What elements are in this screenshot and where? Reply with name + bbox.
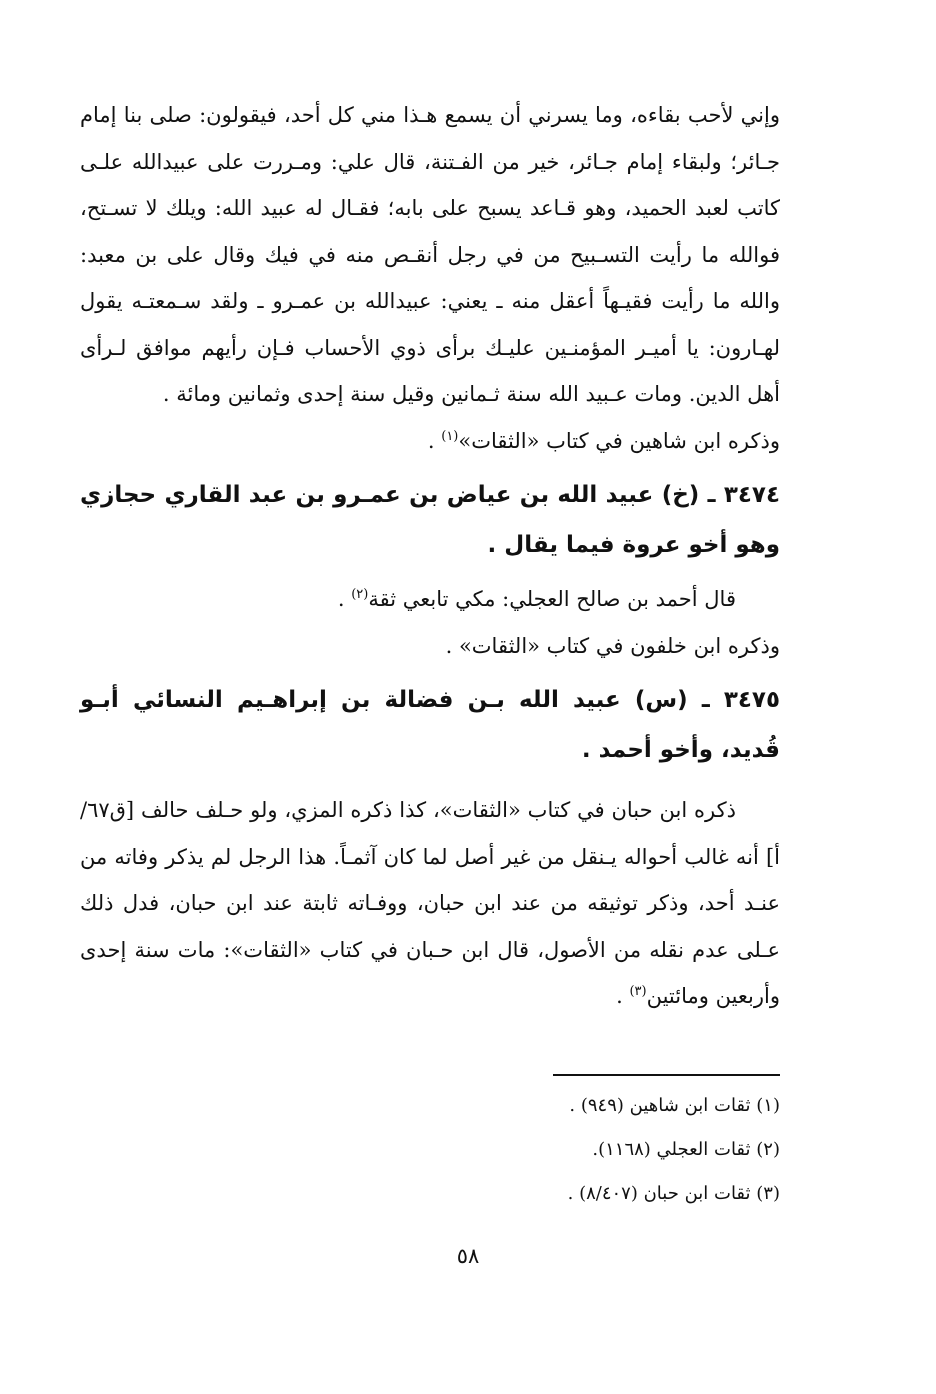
footnotes — [80, 1084, 780, 1216]
paragraph-4: وذكره ابن خلفون في كتاب «الثقات» . — [445, 633, 780, 658]
paragraph-3 — [80, 576, 780, 623]
page-number: ٥٨ — [456, 1244, 480, 1268]
footnote-1: (١) ثقات ابن شاهين (٩٤٩) . — [569, 1095, 780, 1116]
footnote-ref-2[interactable]: (٢) — [351, 587, 369, 602]
footnote-separator — [553, 1074, 780, 1076]
footnote-3: (٣) ثقات ابن حبان (٨/٤٠٧) . — [567, 1183, 780, 1204]
paragraph-2-end: . — [427, 428, 442, 453]
paragraph-3-text: قال أحمد بن صالح العجلي: مكي تابعي ثقة — [368, 587, 736, 611]
paragraph-5 — [80, 787, 780, 1020]
paragraph-5-end: . — [616, 984, 630, 1008]
paragraph-1: وإني لأحب بقاءه، وما يسرني أن يسمع هـذا مني كل أحد، فيقولون: صلى بنا إمام جـائر؛ ولبقاء إمام جـائر، خير من الفـتنة، قال علي: ومـررت على عبيدالله علـى كاتب لعبد الحميد، وهو قـاعد يسبح على بابه؛ فقـال له عبيد الله: ويلك لا تسـتح، فوالله ما رأيت التسـبيح من في رجل أنقـص منه في فيك وقال على بن معبد: والله ما رأيت فقيـهاً أعقل منه ـ يعني: عبيدالله بن عمـرو ـ ولقد سـمعتـه يقول لهـارون: يا أميـر المؤمنـين عليـك برأى ذوي الأحساب فـإن رأيهم موافق لـرأى أهل الدين. ومات عـبيد الله سنة ثـمانين وقيل سنة إحدى وثمانين ومائة . — [80, 103, 780, 406]
footnote-ref-3[interactable]: (٣) — [629, 984, 647, 999]
paragraph-3-end: . — [337, 587, 352, 611]
paragraph-5-text: ذكره ابن حبان في كتاب «الثقات»، كذا ذكره المزي، ولو حـلف حالف [ق٦٧/أ] أنه غالب أحواله يـنقل من غير أصل لما كان آثمـاً. هذا الرجل لم يذكر وفاته من عنـد أحد، وذكر توثيقه من عند ابن حبان، ووفـاته ثابتة عند ابن حبان، فدل ذلك عـلى عدم نقله من الأصول، قال ابن حـبان في كتاب «الثقات»: مات سنة إحدى وأربعين ومائتين — [80, 798, 780, 1008]
main-text — [80, 92, 780, 1020]
entry-heading-3474: ٣٤٧٤ ـ (خ) عبيد الله بن عياض بن عمـرو بن عبد القاري حجازي وهو أخو عروة فيما يقال . — [80, 482, 780, 558]
footnote-2: (٢) ثقات العجلي (١١٦٨). — [592, 1139, 780, 1160]
footnote-ref-1[interactable]: (١) — [441, 428, 459, 444]
entry-heading-3475: ٣٤٧٥ ـ (س) عبيد الله بـن فضالة بن إبراهـيم النسائي أبـو قُديد، وأخو أحمد . — [80, 687, 780, 763]
paragraph-2-text: وذكره ابن شاهين في كتاب «الثقات» — [458, 428, 780, 453]
paragraph-2 — [80, 418, 780, 465]
